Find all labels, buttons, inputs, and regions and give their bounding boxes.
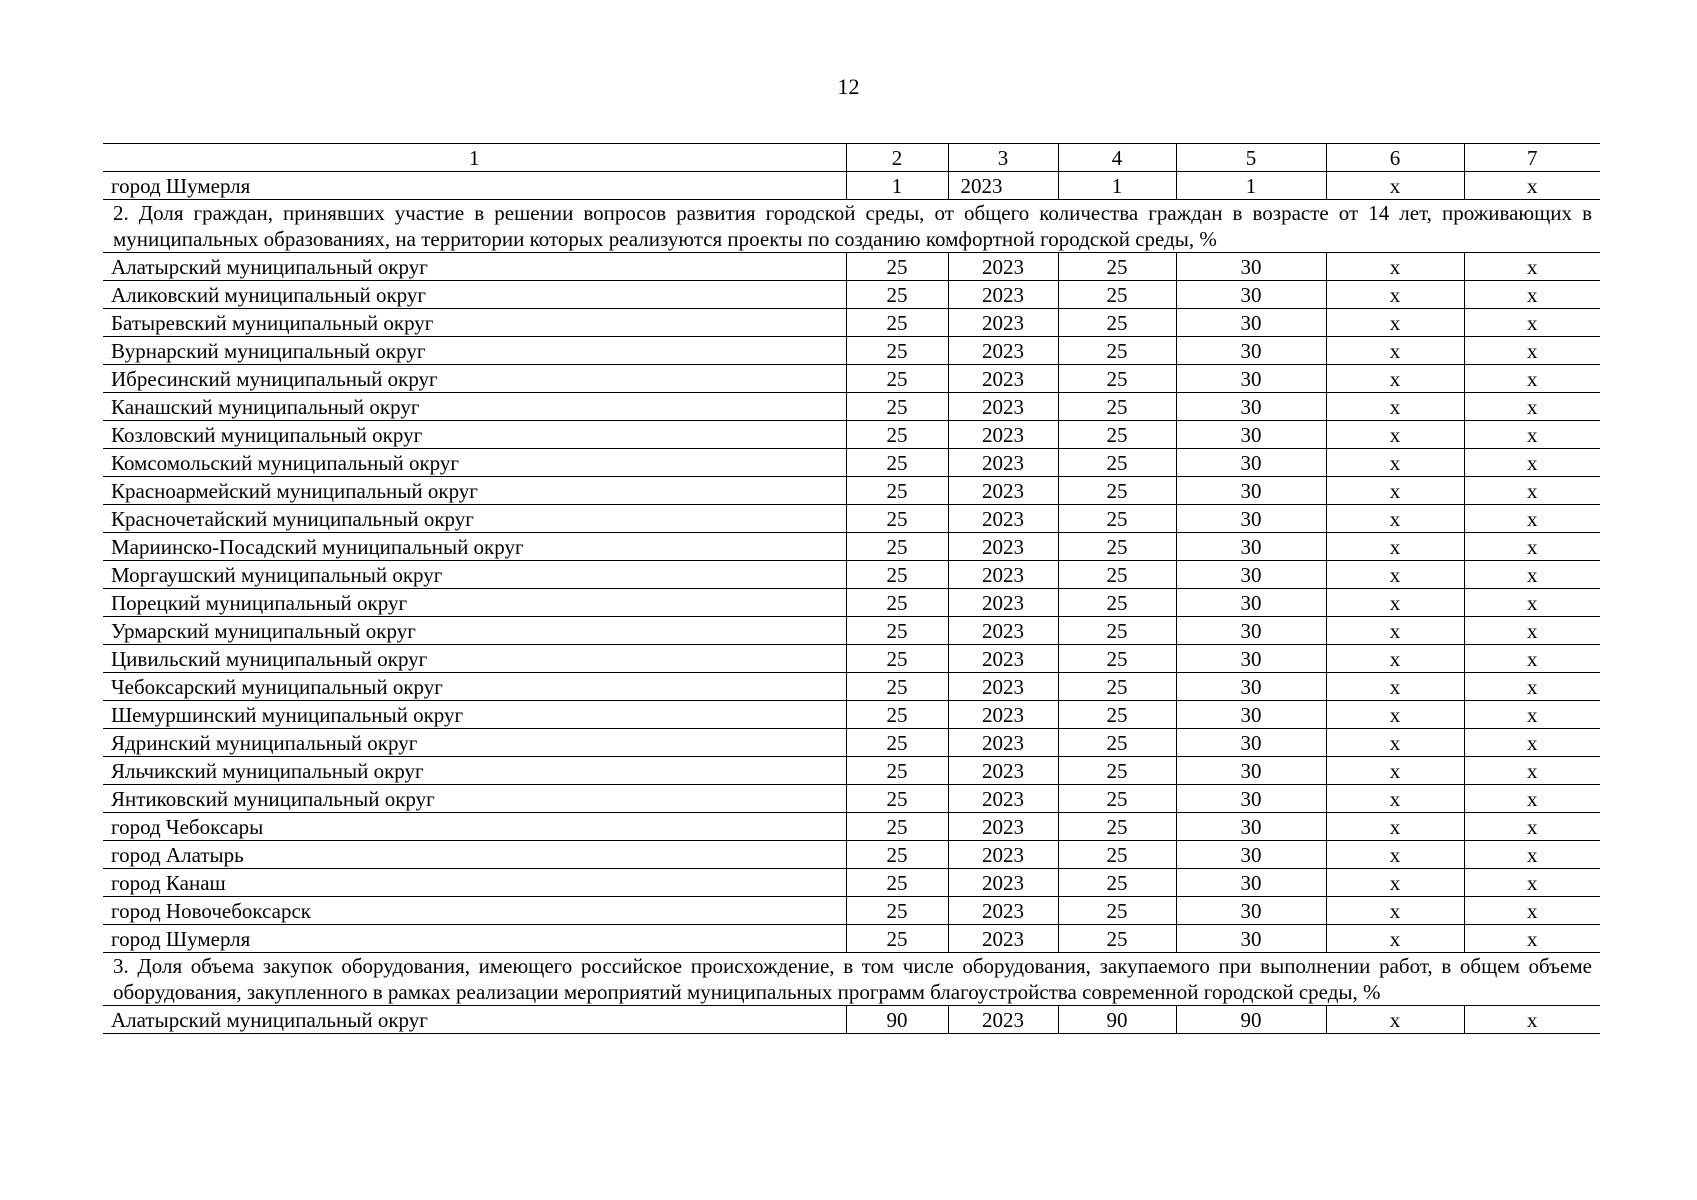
year-cell: 2023 — [948, 337, 1058, 365]
value-cell: 25 — [846, 701, 948, 729]
value-2024-cell: 30 — [1176, 477, 1326, 505]
table-row — [103, 925, 1600, 953]
year-cell: 2023 — [948, 365, 1058, 393]
value-2025-cell: х — [1326, 449, 1464, 477]
value-2026-cell: х — [1464, 925, 1600, 953]
table-row — [103, 505, 1600, 533]
territory-cell: город Чебоксары — [103, 813, 846, 841]
table-header-row — [103, 144, 1600, 172]
value-2025-cell: х — [1326, 617, 1464, 645]
value-2023-cell: 25 — [1058, 925, 1176, 953]
territory-cell: Батыревский муниципальный округ — [103, 309, 846, 337]
table-row — [103, 365, 1600, 393]
value-2023-cell: 25 — [1058, 505, 1176, 533]
year-cell: 2023 — [948, 561, 1058, 589]
value-2024-cell: 30 — [1176, 869, 1326, 897]
value-2025-cell: х — [1326, 281, 1464, 309]
year-cell: 2023 — [948, 449, 1058, 477]
table-row — [103, 673, 1600, 701]
value-2026-cell: х — [1464, 172, 1600, 200]
value-2025-cell: х — [1326, 477, 1464, 505]
value-2023-cell: 25 — [1058, 785, 1176, 813]
value-2023-cell: 1 — [1058, 172, 1176, 200]
territory-cell: Шемуршинский муниципальный округ — [103, 701, 846, 729]
value-2023-cell: 25 — [1058, 645, 1176, 673]
value-cell: 25 — [846, 309, 948, 337]
territory-cell: Козловский муниципальный округ — [103, 421, 846, 449]
value-2025-cell: х — [1326, 421, 1464, 449]
table-row — [103, 785, 1600, 813]
value-2023-cell: 25 — [1058, 589, 1176, 617]
territory-cell: Комсомольский муниципальный округ — [103, 449, 846, 477]
value-2023-cell: 25 — [1058, 757, 1176, 785]
table-row — [103, 337, 1600, 365]
table-row — [103, 172, 1600, 200]
value-2025-cell: х — [1326, 533, 1464, 561]
value-2024-cell: 30 — [1176, 421, 1326, 449]
table-row — [103, 617, 1600, 645]
value-2024-cell: 30 — [1176, 729, 1326, 757]
value-2024-cell: 30 — [1176, 617, 1326, 645]
territory-cell: Яльчикский муниципальный округ — [103, 757, 846, 785]
page-number: 12 — [837, 74, 860, 99]
value-2025-cell: х — [1326, 729, 1464, 757]
territory-cell: город Новочебоксарск — [103, 897, 846, 925]
table-row — [103, 589, 1600, 617]
value-2026-cell: х — [1464, 561, 1600, 589]
territory-cell: Аликовский муниципальный округ — [103, 281, 846, 309]
value-2024-cell: 1 — [1176, 172, 1326, 200]
territory-cell: Урмарский муниципальный округ — [103, 617, 846, 645]
value-cell: 25 — [846, 421, 948, 449]
value-2023-cell: 25 — [1058, 729, 1176, 757]
value-2025-cell: х — [1326, 253, 1464, 281]
table-row — [103, 645, 1600, 673]
territory-cell: Ядринский муниципальный округ — [103, 729, 846, 757]
value-2024-cell: 30 — [1176, 925, 1326, 953]
value-cell: 25 — [846, 673, 948, 701]
year-cell: 2023 — [948, 477, 1058, 505]
value-2026-cell: х — [1464, 533, 1600, 561]
value-cell: 25 — [846, 729, 948, 757]
value-2026-cell: х — [1464, 505, 1600, 533]
value-2025-cell: х — [1326, 561, 1464, 589]
value-2025-cell: х — [1326, 505, 1464, 533]
year-cell: 2023 — [948, 897, 1058, 925]
table-body — [103, 144, 1600, 1034]
value-2026-cell: х — [1464, 365, 1600, 393]
value-cell: 25 — [846, 533, 948, 561]
value-2026-cell: х — [1464, 589, 1600, 617]
value-cell: 25 — [846, 253, 948, 281]
territory-cell: Красночетайский муниципальный округ — [103, 505, 846, 533]
value-2026-cell: х — [1464, 785, 1600, 813]
value-2026-cell: х — [1464, 701, 1600, 729]
value-cell: 25 — [846, 589, 948, 617]
year-cell: 2023 — [948, 813, 1058, 841]
year-cell: 2023 — [948, 701, 1058, 729]
value-2023-cell: 25 — [1058, 281, 1176, 309]
value-2025-cell: х — [1326, 701, 1464, 729]
value-2026-cell: х — [1464, 869, 1600, 897]
value-2025-cell: х — [1326, 869, 1464, 897]
year-cell: 2023 — [948, 589, 1058, 617]
territory-cell: город Алатырь — [103, 841, 846, 869]
value-cell: 25 — [846, 617, 948, 645]
value-2023-cell: 25 — [1058, 253, 1176, 281]
value-2025-cell: х — [1326, 925, 1464, 953]
table-row — [103, 701, 1600, 729]
value-2023-cell: 25 — [1058, 337, 1176, 365]
value-2023-cell: 25 — [1058, 841, 1176, 869]
year-cell: 2023 — [948, 281, 1058, 309]
value-2024-cell: 30 — [1176, 589, 1326, 617]
value-cell: 25 — [846, 337, 948, 365]
table-row — [103, 869, 1600, 897]
value-cell: 25 — [846, 645, 948, 673]
table-row — [103, 561, 1600, 589]
table-row — [103, 253, 1600, 281]
value-2024-cell: 30 — [1176, 673, 1326, 701]
territory-cell: Алатырский муниципальный округ — [103, 253, 846, 281]
column-number-header: 7 — [1464, 144, 1600, 172]
column-number-header: 1 — [103, 144, 846, 172]
table-row — [103, 813, 1600, 841]
value-2023-cell: 25 — [1058, 477, 1176, 505]
value-2023-cell: 25 — [1058, 673, 1176, 701]
table-row — [103, 281, 1600, 309]
value-cell: 25 — [846, 365, 948, 393]
territory-cell: Чебоксарский муниципальный округ — [103, 673, 846, 701]
value-cell: 25 — [846, 449, 948, 477]
territory-cell: город Канаш — [103, 869, 846, 897]
year-cell: 2023 — [948, 253, 1058, 281]
value-2023-cell: 25 — [1058, 813, 1176, 841]
table-row — [103, 533, 1600, 561]
table-row — [103, 477, 1600, 505]
value-2024-cell: 30 — [1176, 533, 1326, 561]
value-2024-cell: 30 — [1176, 505, 1326, 533]
territory-cell: Порецкий муниципальный округ — [103, 589, 846, 617]
value-2023-cell: 25 — [1058, 533, 1176, 561]
value-2023-cell: 25 — [1058, 365, 1176, 393]
value-2025-cell: х — [1326, 897, 1464, 925]
year-cell: 2023 — [948, 617, 1058, 645]
value-2023-cell: 25 — [1058, 561, 1176, 589]
value-cell: 90 — [846, 1006, 948, 1034]
table-row — [103, 309, 1600, 337]
year-cell: 2023 — [948, 172, 1058, 200]
value-2023-cell: 25 — [1058, 897, 1176, 925]
value-2026-cell: х — [1464, 645, 1600, 673]
year-cell: 2023 — [948, 841, 1058, 869]
year-cell: 2023 — [948, 673, 1058, 701]
value-2025-cell: х — [1326, 757, 1464, 785]
value-2026-cell: х — [1464, 813, 1600, 841]
value-cell: 25 — [846, 757, 948, 785]
territory-cell: город Шумерля — [103, 925, 846, 953]
value-cell: 25 — [846, 393, 948, 421]
section-title: 3. Доля объема закупок оборудования, имеющего российское происхождение, в том числе оборудования, закупаемого при выполнении работ, в общем объеме оборудования, закупленного в рамках реализации мероприятий муниципальных программ благоустройства современной городской среды, % — [103, 953, 1600, 1006]
year-cell: 2023 — [948, 533, 1058, 561]
section-2-heading — [103, 200, 1600, 253]
value-cell: 25 — [846, 785, 948, 813]
value-2025-cell: х — [1326, 337, 1464, 365]
value-2026-cell: х — [1464, 757, 1600, 785]
year-cell: 2023 — [948, 785, 1058, 813]
value-cell: 25 — [846, 869, 948, 897]
value-2025-cell: х — [1326, 172, 1464, 200]
value-2024-cell: 30 — [1176, 337, 1326, 365]
value-cell: 25 — [846, 813, 948, 841]
table-row — [103, 757, 1600, 785]
territory-cell: Красноармейский муниципальный округ — [103, 477, 846, 505]
territory-cell: Мариинско-Посадский муниципальный округ — [103, 533, 846, 561]
table-row — [103, 841, 1600, 869]
value-2026-cell: х — [1464, 841, 1600, 869]
value-2025-cell: х — [1326, 365, 1464, 393]
value-2024-cell: 30 — [1176, 897, 1326, 925]
value-2024-cell: 30 — [1176, 281, 1326, 309]
value-2025-cell: х — [1326, 309, 1464, 337]
value-cell: 25 — [846, 505, 948, 533]
value-2026-cell: х — [1464, 253, 1600, 281]
value-2025-cell: х — [1326, 841, 1464, 869]
value-2024-cell: 30 — [1176, 757, 1326, 785]
value-2026-cell: х — [1464, 673, 1600, 701]
indicators-table — [103, 143, 1600, 1034]
value-cell: 25 — [846, 925, 948, 953]
value-2024-cell: 30 — [1176, 813, 1326, 841]
territory-cell: Цивильский муниципальный округ — [103, 645, 846, 673]
value-2024-cell: 30 — [1176, 393, 1326, 421]
table-row — [103, 1006, 1600, 1034]
value-2025-cell: х — [1326, 1006, 1464, 1034]
year-cell: 2023 — [948, 645, 1058, 673]
value-2026-cell: х — [1464, 393, 1600, 421]
value-2026-cell: х — [1464, 309, 1600, 337]
column-number-header: 6 — [1326, 144, 1464, 172]
value-2025-cell: х — [1326, 589, 1464, 617]
table-row — [103, 421, 1600, 449]
year-cell: 2023 — [948, 757, 1058, 785]
value-2025-cell: х — [1326, 645, 1464, 673]
table-row — [103, 393, 1600, 421]
table-row — [103, 897, 1600, 925]
year-cell: 2023 — [948, 505, 1058, 533]
value-cell: 1 — [846, 172, 948, 200]
value-2026-cell: х — [1464, 1006, 1600, 1034]
value-2024-cell: 30 — [1176, 841, 1326, 869]
column-number-header: 3 — [948, 144, 1058, 172]
value-2023-cell: 25 — [1058, 869, 1176, 897]
value-2024-cell: 30 — [1176, 253, 1326, 281]
value-2026-cell: х — [1464, 281, 1600, 309]
value-2025-cell: х — [1326, 785, 1464, 813]
value-2024-cell: 30 — [1176, 645, 1326, 673]
value-2023-cell: 25 — [1058, 393, 1176, 421]
value-cell: 25 — [846, 561, 948, 589]
year-cell: 2023 — [948, 309, 1058, 337]
territory-cell: Вурнарский муниципальный округ — [103, 337, 846, 365]
year-cell: 2023 — [948, 869, 1058, 897]
value-2024-cell: 90 — [1176, 1006, 1326, 1034]
territory-cell: Канашский муниципальный округ — [103, 393, 846, 421]
value-2024-cell: 30 — [1176, 785, 1326, 813]
value-2026-cell: х — [1464, 337, 1600, 365]
value-2026-cell: х — [1464, 617, 1600, 645]
value-2024-cell: 30 — [1176, 701, 1326, 729]
value-2026-cell: х — [1464, 449, 1600, 477]
territory-cell: Ибресинский муниципальный округ — [103, 365, 846, 393]
territory-cell: город Шумерля — [103, 172, 846, 200]
value-2023-cell: 25 — [1058, 309, 1176, 337]
value-2024-cell: 30 — [1176, 561, 1326, 589]
table-row — [103, 729, 1600, 757]
value-2026-cell: х — [1464, 477, 1600, 505]
column-number-header: 2 — [846, 144, 948, 172]
value-2026-cell: х — [1464, 729, 1600, 757]
value-2023-cell: 25 — [1058, 449, 1176, 477]
territory-cell: Янтиковский муниципальный округ — [103, 785, 846, 813]
value-2025-cell: х — [1326, 673, 1464, 701]
year-cell: 2023 — [948, 1006, 1058, 1034]
section-title: 2. Доля граждан, принявших участие в решении вопросов развития городской среды, от общего количества граждан в возрасте от 14 лет, проживающих в муниципальных образованиях, на территории которых реализуются проекты по созданию комфортной городской среды, % — [103, 200, 1600, 253]
value-2023-cell: 25 — [1058, 421, 1176, 449]
territory-cell: Моргаушский муниципальный округ — [103, 561, 846, 589]
value-2025-cell: х — [1326, 393, 1464, 421]
column-number-header: 4 — [1058, 144, 1176, 172]
value-2023-cell: 25 — [1058, 701, 1176, 729]
value-2026-cell: х — [1464, 897, 1600, 925]
value-2023-cell: 90 — [1058, 1006, 1176, 1034]
table-row — [103, 449, 1600, 477]
value-2026-cell: х — [1464, 421, 1600, 449]
territory-cell: Алатырский муниципальный округ — [103, 1006, 846, 1034]
value-2024-cell: 30 — [1176, 449, 1326, 477]
year-cell: 2023 — [948, 393, 1058, 421]
value-cell: 25 — [846, 841, 948, 869]
year-cell: 2023 — [948, 925, 1058, 953]
section-3-heading — [103, 953, 1600, 1006]
column-number-header: 5 — [1176, 144, 1326, 172]
value-2024-cell: 30 — [1176, 309, 1326, 337]
year-cell: 2023 — [948, 421, 1058, 449]
value-cell: 25 — [846, 477, 948, 505]
value-2024-cell: 30 — [1176, 365, 1326, 393]
year-cell: 2023 — [948, 729, 1058, 757]
value-2023-cell: 25 — [1058, 617, 1176, 645]
value-2025-cell: х — [1326, 813, 1464, 841]
value-cell: 25 — [846, 281, 948, 309]
value-cell: 25 — [846, 897, 948, 925]
